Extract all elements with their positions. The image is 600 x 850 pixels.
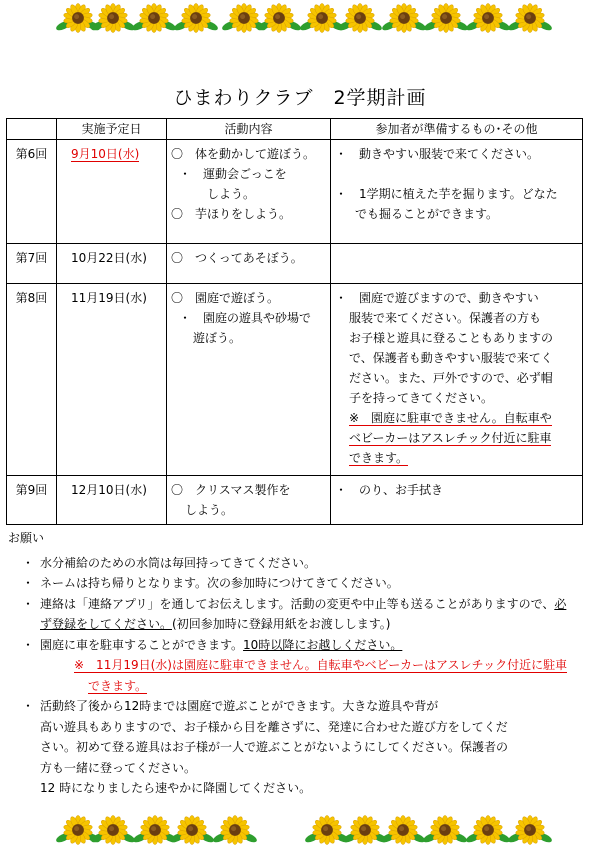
notes-cell (331, 244, 583, 284)
header-activity: 活動内容 (167, 119, 331, 140)
page-title: ひまわりクラブ 2学期計画 (173, 87, 427, 109)
request-text: さい。初めて登る遊具はお子様が一人で遊ぶことがないようにしてください。保護者の (40, 740, 509, 754)
activity-line: 〇 体を動かして遊ぼう。 (171, 147, 316, 161)
table-row (7, 244, 583, 284)
bullet: ・ (22, 555, 35, 570)
round-cell: 第9回 (7, 476, 57, 525)
notes-line: 子を持ってきてください。 (349, 391, 494, 405)
table-row (7, 284, 583, 476)
requests-section (8, 528, 598, 799)
list-item (8, 696, 598, 799)
notes-cell (331, 140, 583, 244)
sunflower-icon (212, 815, 258, 844)
activity-cell (167, 476, 331, 525)
notes-line: ださい。また、戸外ですので、必ず帽 (349, 371, 553, 385)
request-emphasis: 必 (554, 596, 567, 611)
bullet: ・ (22, 699, 35, 713)
list-item (8, 594, 598, 635)
sunflower-icon (422, 815, 468, 844)
parking-notice-line: ※ 11月19日(水)は園庭に駐車できません。自転車やベビーカーはアスレチック付近に駐車 (74, 658, 568, 672)
date-cell: 10月22日(水) (57, 244, 167, 284)
request-emphasis: 10時以降にお越しください。 (243, 637, 403, 652)
request-text: 高い遊具もありますので、お子様から目を離さずに、発達に合わせた遊び方をしてくだ (40, 719, 508, 734)
sunflower-icon (423, 3, 469, 32)
activity-line: 遊ぼう。 (193, 331, 242, 345)
sunflower-icon (337, 3, 383, 32)
date-cell: 11月19日(水) (57, 284, 167, 476)
sunflower-icon (381, 3, 427, 32)
notes-line: でも掘ることができます。 (355, 207, 499, 221)
bullet: ・ (22, 576, 35, 590)
sunflower-row-top (0, 0, 600, 40)
header-date: 実施予定日 (57, 119, 167, 140)
table-row (7, 476, 583, 525)
parking-warning: ベビーカーはアスレチック付近に駐車 (349, 431, 552, 445)
bullet: ・ (22, 637, 35, 652)
header-round (7, 119, 57, 140)
request-text: 連絡は「連絡アプリ」を通してお伝えします。活動の変更や中止等も送ることがありますので、 (40, 596, 555, 611)
notes-cell (331, 476, 583, 525)
table-row (7, 140, 583, 244)
request-text: 園庭に車を駐車することができます。 (40, 637, 244, 652)
list-item (8, 635, 598, 656)
sunflower-border-bottom (0, 810, 600, 850)
activity-cell (167, 284, 331, 476)
sunflower-icon (465, 815, 511, 844)
round-cell: 第6回 (7, 140, 57, 244)
parking-notice (8, 655, 598, 696)
request-text: 活動終了後から12時までは園庭で遊ぶことができます。大きな遊具や背が (40, 699, 439, 713)
round-cell: 第8回 (7, 284, 57, 476)
activity-line: ・ 運動会ごっこを (179, 167, 287, 181)
notes-line: ・ のり、お手拭き (335, 483, 444, 497)
activity-line: しよう。 (185, 503, 234, 517)
sunflower-border-top (0, 0, 600, 40)
list-item (8, 553, 598, 574)
activity-line: 〇 芋ほりをしよう。 (171, 207, 292, 221)
parking-notice-line: できます。 (88, 678, 148, 693)
sunflower-row-bottom (0, 810, 600, 850)
request-text: 方も一緒に登ってください。 (40, 760, 197, 775)
sunflower-icon (465, 3, 511, 32)
activity-line: 〇 つくってあそぼう。 (171, 251, 303, 265)
sunflower-icon (169, 815, 215, 844)
date-cell: 12月10日(水) (57, 476, 167, 525)
sunflower-icon (256, 3, 302, 32)
parking-warning: できます。 (349, 451, 409, 465)
activity-line: ・ 園庭の遊具や砂場で (179, 311, 312, 325)
notes-line: ・ 1学期に植えた芋を掘ります。どなた (335, 187, 558, 201)
notes-line: お子様と遊具に登ることもありますの (349, 331, 554, 345)
sunflower-icon (90, 3, 136, 32)
request-text: 12 時になりましたら速やかに降園してください。 (40, 781, 312, 795)
activity-cell (167, 140, 331, 244)
sunflower-icon (173, 3, 219, 32)
activity-line: 〇 クリスマス製作を (171, 483, 291, 497)
request-emphasis: ず登録をしてください。 (40, 617, 173, 631)
notes-line: 服装で来てください。保護者の方も (349, 311, 542, 325)
bullet: ・ (22, 596, 35, 611)
round-cell: 第7回 (7, 244, 57, 284)
date-cell (57, 140, 167, 244)
plan-table (6, 118, 583, 525)
date-highlight: 9月10日(水) (71, 147, 140, 161)
notes-cell (331, 284, 583, 476)
sunflower-icon (507, 3, 553, 32)
sunflower-icon (380, 815, 426, 844)
notes-line: で、保護者も動きやすい服装で来てく (349, 351, 553, 365)
notes-line: ・ 動きやすい服装で来てください。 (335, 147, 540, 161)
list-item (8, 573, 598, 594)
sunflower-icon (131, 3, 177, 32)
sunflower-icon (90, 815, 136, 844)
notes-spacer (335, 164, 578, 184)
activity-cell (167, 244, 331, 284)
activity-line: しよう。 (207, 187, 256, 201)
request-text: (初回参加時に登録用紙をお渡しします。) (172, 617, 391, 631)
parking-warning: ※ 園庭に駐車できません。自転車や (349, 411, 552, 425)
table-header-row (7, 119, 583, 140)
activity-line: 〇 園庭で遊ぼう。 (171, 291, 280, 305)
request-text: ネームは持ち帰りとなります。次の参加時につけてきてください。 (40, 576, 399, 590)
sunflower-icon (507, 815, 553, 844)
request-text: 水分補給のための水筒は毎回持ってきてください。 (40, 555, 317, 570)
notes-line: ・ 園庭で遊びますので、動きやすい (335, 291, 539, 305)
requests-heading: お願い (8, 531, 45, 545)
header-notes: 参加者が準備するもの･その他 (331, 119, 583, 140)
